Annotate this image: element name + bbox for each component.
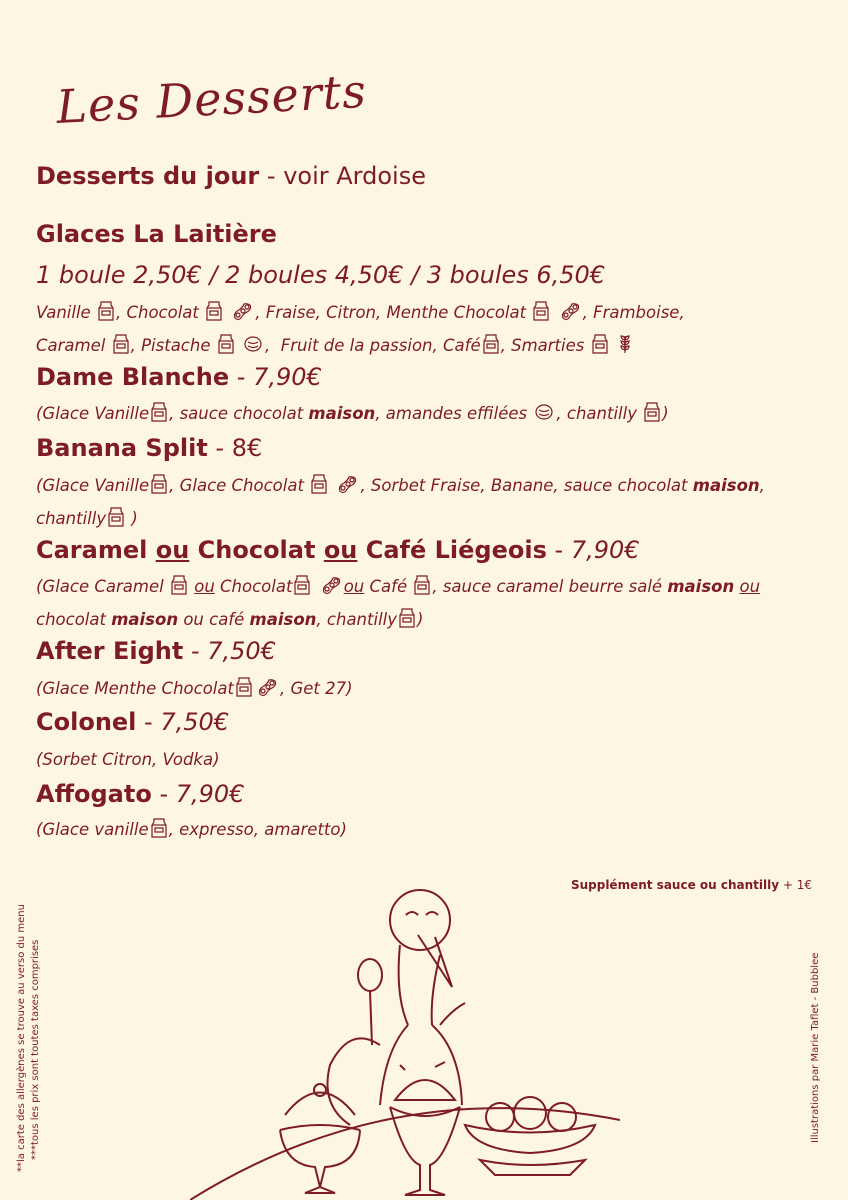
- item-colonel: Colonel - 7,50€: [36, 708, 230, 736]
- stork-desserts-illustration: [190, 875, 620, 1200]
- affogato-desc: (Glace vanille , expresso, amaretto): [36, 815, 347, 848]
- banana-split-desc: (Glace Vanille , Glace Chocolat , Sorbet Fraise, Banane, sauce chocolat maison, chantilly ): [36, 471, 826, 537]
- supplement-note: Supplément sauce ou chantilly + 1€: [570, 878, 812, 892]
- milk-icon: [108, 507, 124, 537]
- soy-icon: [256, 677, 278, 707]
- milk-icon: [171, 575, 187, 605]
- section-glaces: Glaces La Laitière: [36, 220, 277, 248]
- soy-icon: [336, 474, 358, 504]
- colonel-desc: (Sorbet Citron, Vodka): [36, 750, 220, 769]
- milk-icon: [399, 608, 415, 638]
- milk-icon: [414, 575, 430, 605]
- milk-icon: [151, 474, 167, 504]
- milk-icon: [592, 334, 608, 364]
- glaces-prices: 1 boule 2,50€ / 2 boules 4,50€ / 3 boules 6,50€: [36, 261, 606, 289]
- desserts-du-jour: Desserts du jour - voir Ardoise: [36, 162, 426, 190]
- milk-icon: [218, 334, 234, 364]
- tax-note: ***tous les prix sont toutes taxes comprises: [30, 939, 41, 1160]
- glaces-flavors: Vanille , Chocolat , Fraise, Citron, Menthe Chocolat , Framboise, Caramel , Pistache , Fruit de la passion, Café , Smarties: [36, 298, 816, 364]
- item-affogato: Affogato - 7,90€: [36, 780, 245, 808]
- illustration-credit: Illustrations par Marie Taflet - Bubblee: [810, 952, 821, 1143]
- milk-icon: [113, 334, 129, 364]
- milk-icon: [311, 474, 327, 504]
- milk-icon: [236, 677, 252, 707]
- wheat-icon: [617, 334, 633, 364]
- nut-icon: [243, 334, 263, 364]
- soy-icon: [559, 301, 581, 331]
- item-after-eight: After Eight - 7,50€: [36, 637, 276, 665]
- milk-icon: [151, 818, 167, 848]
- dame-blanche-desc: (Glace Vanille , sauce chocolat maison, amandes effilées , chantilly ): [36, 399, 816, 432]
- milk-icon: [533, 301, 549, 331]
- allergen-note: **la carte des allergènes se trouve au verso du menu: [16, 904, 27, 1172]
- milk-icon: [483, 334, 499, 364]
- milk-icon: [151, 402, 167, 432]
- after-eight-desc: (Glace Menthe Chocolat , Get 27): [36, 674, 353, 707]
- item-liegeois: Caramel ou Chocolat ou Café Liégeois - 7,90€: [36, 536, 640, 564]
- milk-icon: [206, 301, 222, 331]
- page-title: Les Desserts: [55, 63, 369, 134]
- milk-icon: [98, 301, 114, 331]
- nut-icon: [534, 402, 554, 432]
- liegeois-desc: (Glace Caramel ou Chocolat ou Café , sauce caramel beurre salé maison ou chocolat maison ou café maison, chantilly ): [36, 572, 826, 638]
- milk-icon: [294, 575, 310, 605]
- milk-icon: [644, 402, 660, 432]
- item-dame-blanche: Dame Blanche - 7,90€: [36, 363, 322, 391]
- item-banana-split: Banana Split - 8€: [36, 434, 263, 462]
- soy-icon: [231, 301, 253, 331]
- soy-icon: [320, 575, 342, 605]
